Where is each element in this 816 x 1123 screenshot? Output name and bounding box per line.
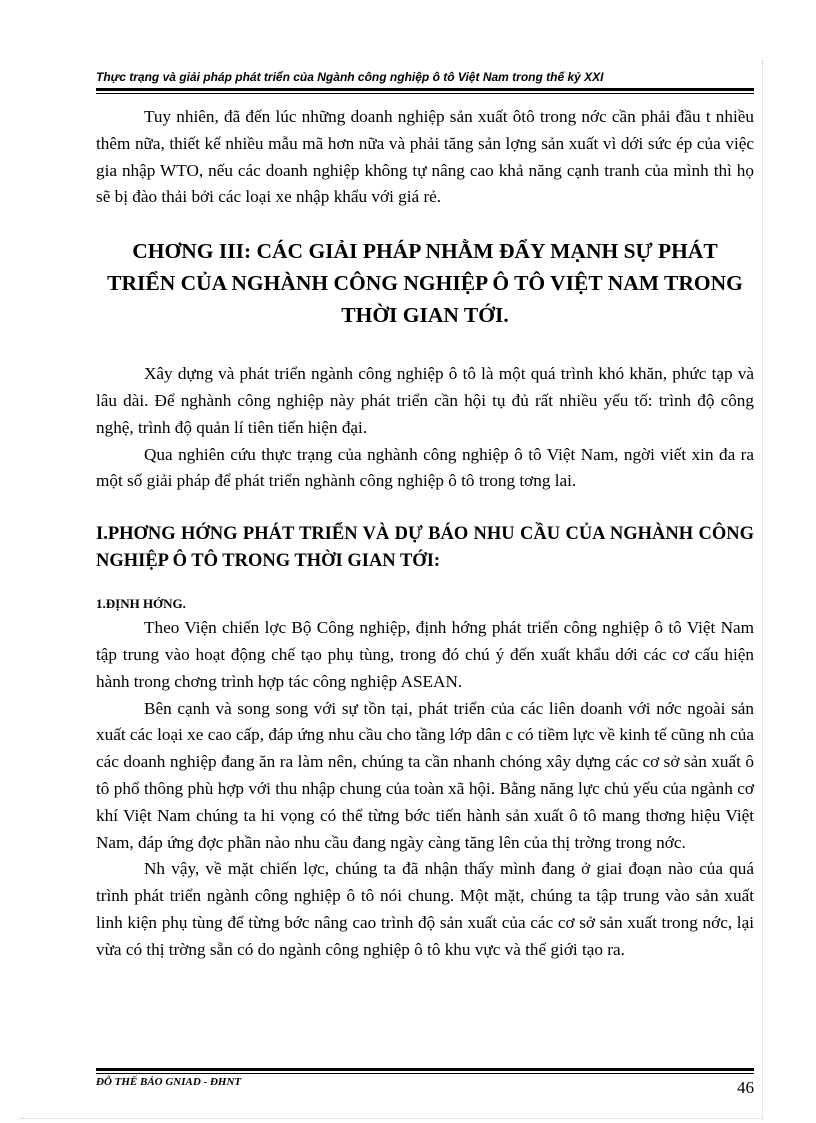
page-edge-right bbox=[762, 60, 763, 1120]
chapter-title: CHƠNG III: CÁC GIẢI PHÁP NHẰM ĐẨY MẠNH SỰ PHÁT TRIỂN CỦA NGHÀNH CÔNG NGHIỆP Ô TÔ VIỆT NAM TRONG THỜI GIAN TỚI. bbox=[107, 239, 743, 328]
page-content bbox=[96, 104, 754, 964]
subsection-paragraph-3: Nh vậy, về mặt chiến lợc, chúng ta đã nhận thấy mình đang ở giai đoạn nào của quá trình phát triển ngành công nghiệp ô tô nói chung. Một mặt, chúng ta tập trung vào sản xuất linh kiện phụ tùng để từng bớc nâng cao trình độ sản xuất của các cơ sở sản xuất trong nớc, lại vừa có thị trờng sẵn có do ngành công nghiệp ô tô khu vực và thế giới tạo ra. bbox=[96, 859, 754, 959]
chapter-paragraph-1: Xây dựng và phát triển ngành công nghiệp ô tô là một quá trình khó khăn, phức tạp và lâu dài. Để nghành công nghiệp này phát triển cần hội tụ đủ rất nhiều yếu tố: trình độ công nghệ, trình độ quản lí tiên tiến hiện đại. bbox=[96, 364, 754, 437]
footer-rule-thin bbox=[96, 1073, 754, 1074]
header-rule-thin bbox=[96, 93, 754, 94]
header-rule-thick bbox=[96, 88, 754, 91]
intro-paragraph: Tuy nhiên, đã đến lúc những doanh nghiệp sản xuất ôtô trong nớc cần phải đầu t nhiều thêm nữa, thiết kế nhiều mẫu mã hơn nữa và phải tăng sản lợng sản xuất vì dới sức ép của việc gia nhập WTO, nếu các doanh nghiệp không tự nâng cao khả năng cạnh tranh của mình thì họ sẽ bị đào thải bởi các loại xe nhập khẩu với giá rẻ. bbox=[96, 107, 754, 207]
chapter-paragraph-2: Qua nghiên cứu thực trạng của nghành công nghiệp ô tô Việt Nam, ngời viết xin đa ra một số giải pháp để phát triển nghành công nghiệp ô tô trong tơng lai. bbox=[96, 444, 754, 491]
footer-rule-thick bbox=[96, 1068, 754, 1071]
running-header: Thực trạng và giải pháp phát triển của Ngành công nghiệp ô tô Việt Nam trong thế kỷ XXI bbox=[96, 70, 604, 84]
subsection-paragraph-2: Bên cạnh và song song với sự tồn tại, phát triển của các liên doanh với nớc ngoài sản xuất các loại xe cao cấp, đáp ứng nhu cầu cho tầng lớp dân c có tiềm lực về kinh tế cũng nh của các doanh nghiệp đang ăn ra làm nên, chúng ta cần nhanh chóng xây dựng các cơ sở sản xuất ô tô phổ thông phù hợp với thu nhập chung của toàn xã hội. Bằng năng lực chủ yếu của ngành cơ khí Việt Nam chúng ta hi vọng có thể từng bớc tiến hành sản xuất ô tô mang thơng hiệu Việt Nam, đáp ứng đợc phần nào nhu cầu đang ngày càng tăng lên của thị trờng trong nớc. bbox=[96, 698, 754, 852]
subsection-paragraph-1: Theo Viện chiến lợc Bộ Công nghiệp, định hớng phát triển công nghiệp ô tô Việt Nam tập trung vào hoạt động chế tạo phụ tùng, trong đó chú ý đến xuất khẩu dới các cơ cấu hiện hành trong chơng trình hợp tác công nghiệp ASEAN. bbox=[96, 618, 754, 691]
page-edge-bottom bbox=[20, 1118, 762, 1119]
page-number: 46 bbox=[737, 1078, 754, 1097]
subsection-title: 1.ĐỊNH HỚNG. bbox=[96, 596, 186, 612]
footer-author: ĐỖ THẾ BẢO GNIAD - ĐHNT bbox=[96, 1076, 242, 1088]
section-title: I.PHƠNG HỚNG PHÁT TRIỂN VÀ DỰ BÁO NHU CẦU CỦA NGHÀNH CÔNG NGHIỆP Ô TÔ TRONG THỜI GIAN TỚI: bbox=[96, 524, 754, 572]
